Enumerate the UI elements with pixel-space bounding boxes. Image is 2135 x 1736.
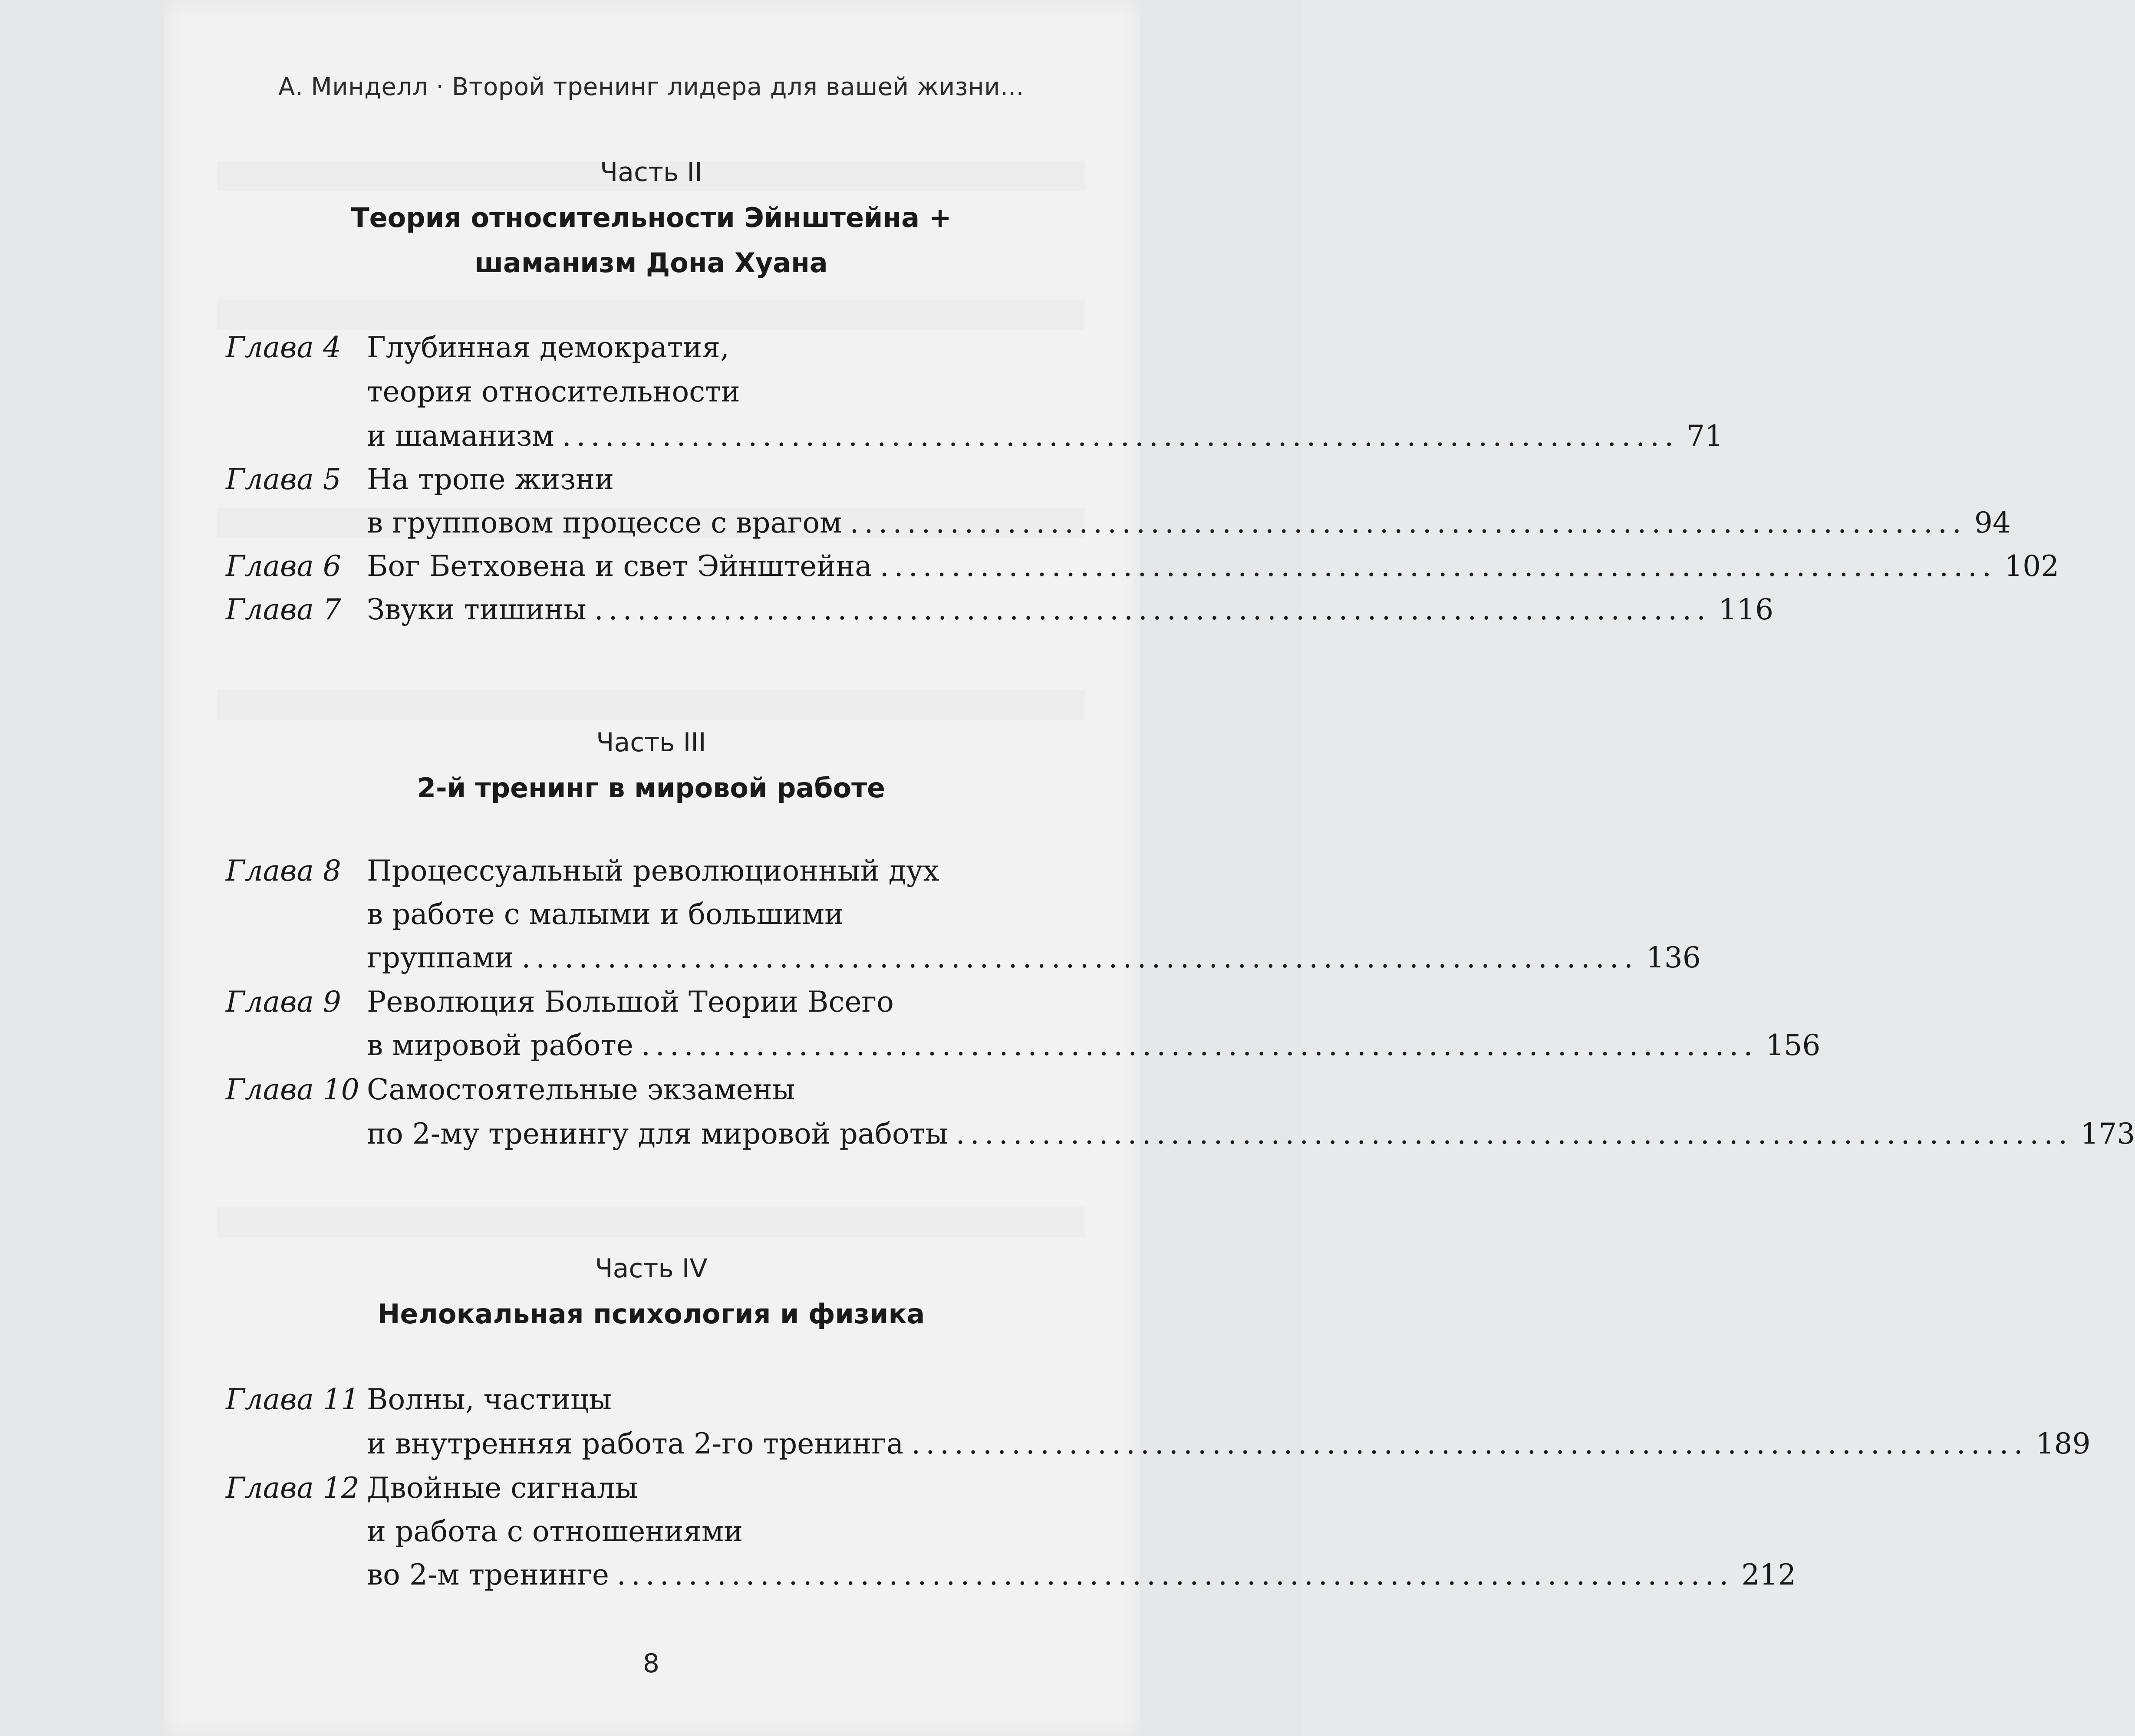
chapter-label: Глава 8 — [226, 854, 341, 888]
dot-leader: .............................................................................. — [521, 941, 1638, 974]
chapter-title-line: Звуки тишины — [367, 593, 586, 626]
part-label: Часть III — [596, 727, 706, 758]
page-number: 8 — [642, 1648, 660, 1679]
part-title: 2-й тренинг в мировой работе — [417, 772, 886, 804]
chapter-label: Глава 7 — [226, 593, 341, 626]
toc-entry-line — [367, 506, 2011, 539]
chapter-title-line: по 2-му тренингу для мировой работы — [367, 1117, 948, 1151]
dot-leader: .............................................................................. — [616, 1558, 1734, 1591]
toc-entry-line — [367, 1427, 2091, 1460]
chapter-label: Глава 9 — [226, 985, 341, 1019]
part-label: Часть II — [600, 157, 702, 187]
dot-leader: .............................................................................. — [641, 1029, 1758, 1062]
dot-leader: .............................................................................. — [955, 1117, 2073, 1151]
chapter-label: Глава 11 — [226, 1383, 359, 1416]
toc-entry-line — [367, 1029, 1821, 1062]
toc-entry-line — [367, 419, 1723, 453]
chapter-title-line: группами — [367, 941, 514, 974]
chapter-title-line: Двойные сигналы — [367, 1471, 638, 1505]
chapter-title-line: в мировой работе — [367, 1029, 633, 1062]
dot-leader: .............................................................................. — [850, 506, 1967, 539]
toc-entry-line — [367, 549, 2059, 583]
page-ref: 212 — [1741, 1558, 1796, 1591]
chapter-label: Глава 5 — [226, 463, 341, 496]
chapter-label: Глава 4 — [226, 331, 341, 364]
part-title: Теория относительности Эйнштейна + — [351, 202, 952, 233]
toc-entry-line — [367, 1117, 2135, 1151]
page-ref: 136 — [1646, 941, 1701, 974]
page-ref: 173 — [2080, 1117, 2135, 1151]
toc-entry-line — [367, 1558, 1796, 1591]
part-title: шаманизм Дона Хуана — [474, 247, 828, 279]
chapter-title-line: в работе с малыми и большими — [367, 898, 844, 931]
chapter-title-line: Бог Бетховена и свет Эйнштейна — [367, 549, 872, 583]
show-through-shadow — [217, 1207, 1085, 1237]
page-ref: 94 — [1974, 506, 2011, 539]
chapter-title-line: Процессуальный революционный дух — [367, 854, 939, 888]
chapter-title-line: и работа с отношениями — [367, 1515, 743, 1548]
chapter-title-line: теория относительности — [367, 375, 740, 408]
chapter-title-line: в групповом процессе с врагом — [367, 506, 842, 539]
chapter-title-line: Волны, частицы — [367, 1383, 612, 1416]
chapter-title-line: Самостоятельные экзамены — [367, 1073, 795, 1106]
chapter-title-line: На тропе жизни — [367, 463, 614, 496]
page-ref: 102 — [2004, 549, 2059, 583]
chapter-title-line: Глубинная демократия, — [367, 331, 729, 364]
dot-leader: .............................................................................. — [594, 593, 1711, 626]
part-title: Нелокальная психология и физика — [377, 1298, 925, 1330]
chapter-title-line: и шаманизм — [367, 419, 554, 453]
chapter-label: Глава 6 — [226, 549, 341, 583]
chapter-title-line: и внутренняя работа 2-го тренинга — [367, 1427, 904, 1460]
chapter-label: Глава 10 — [226, 1073, 359, 1106]
show-through-shadow — [217, 690, 1085, 720]
dot-leader: .............................................................................. — [880, 549, 1997, 583]
toc-entry-line — [367, 593, 1774, 626]
page-ref: 156 — [1766, 1029, 1821, 1062]
dot-leader: .............................................................................. — [562, 419, 1679, 453]
chapter-label: Глава 12 — [226, 1471, 359, 1505]
toc-entry-line — [367, 941, 1701, 974]
running-head: А. Минделл · Второй тренинг лидера для вашей жизни... — [278, 73, 1024, 101]
dot-leader: .............................................................................. — [911, 1427, 2028, 1460]
part-label: Часть IV — [595, 1253, 708, 1284]
page-ref: 71 — [1687, 419, 1723, 453]
page-ref: 189 — [2036, 1427, 2091, 1460]
show-through-shadow — [217, 299, 1085, 330]
chapter-title-line: Революция Большой Теории Всего — [367, 985, 894, 1019]
page-ref: 116 — [1719, 593, 1774, 626]
chapter-title-line: во 2-м тренинге — [367, 1558, 609, 1591]
